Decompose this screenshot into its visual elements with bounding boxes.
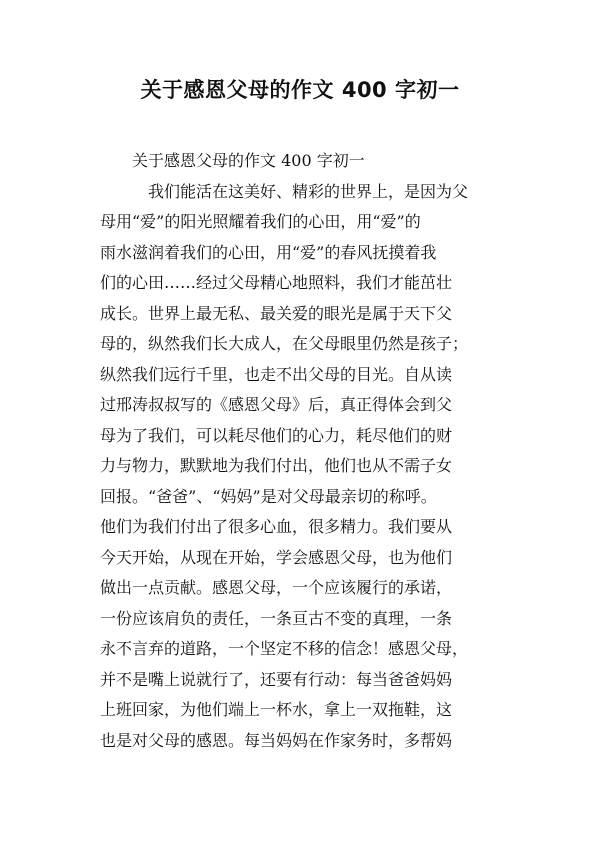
paragraph-line: 上班回家，为他们端上一杯水，拿上一双拖鞋，这 bbox=[100, 700, 453, 719]
paragraph-line: 我们能活在这美好、精彩的世界上，是因为父 bbox=[148, 181, 469, 201]
essay-subtitle: 关于感恩父母的作文 400 字初一 bbox=[132, 151, 365, 170]
paragraph-line: 一份应该肩负的责任，一条亘古不变的真理，一条 bbox=[100, 608, 453, 628]
paragraph-line: 母的，纵然我们长大成人，在父母眼里仍然是孩子； bbox=[100, 334, 469, 353]
paragraph-line: 回报。“爸爸”、“妈妈”是对父母最亲切的称呼。 bbox=[100, 486, 437, 506]
paragraph-line: 母为了我们，可以耗尽他们的心力，耗尽他们的财 bbox=[100, 425, 453, 445]
paragraph-line: 他们为我们付出了很多心血，很多精力。我们要从 bbox=[100, 517, 453, 536]
paragraph-line: 今天开始，从现在开始，学会感恩父母，也为他们 bbox=[100, 547, 453, 567]
paragraph-line: 做出一点贡献。感恩父母，一个应该履行的承诺， bbox=[100, 578, 453, 597]
paragraph-line: 们的心田……经过父母精心地照料，我们才能茁壮 bbox=[100, 273, 453, 292]
document-title: 关于感恩父母的作文 400 字初一 bbox=[140, 78, 460, 102]
paragraph-line: 也是对父母的感恩。每当妈妈在作家务时，多帮妈 bbox=[100, 730, 453, 750]
paragraph-line: 成长。世界上最无私、最关爱的眼光是属于天下父 bbox=[100, 303, 453, 323]
paragraph-line: 力与物力，默默地为我们付出，他们也从不需子女 bbox=[100, 456, 453, 475]
paragraph-line: 母用“爱”的阳光照耀着我们的心田，用“爱”的 bbox=[100, 212, 421, 231]
paragraph-line: 纵然我们远行千里，也走不出父母的目光。自从读 bbox=[100, 364, 453, 384]
paragraph-line: 并不是嘴上说就行了，还要有行动：每当爸爸妈妈 bbox=[100, 669, 453, 689]
document-body bbox=[100, 146, 510, 756]
paragraph-line: 永不言弃的道路，一个坚定不移的信念！感恩父母， bbox=[100, 639, 469, 658]
paragraph-line: 雨水滋润着我们的心田，用“爱”的春风抚摸着我 bbox=[100, 242, 437, 262]
paragraph-line: 过邢涛叔叔写的《感恩父母》后，真正得体会到父 bbox=[100, 395, 453, 414]
